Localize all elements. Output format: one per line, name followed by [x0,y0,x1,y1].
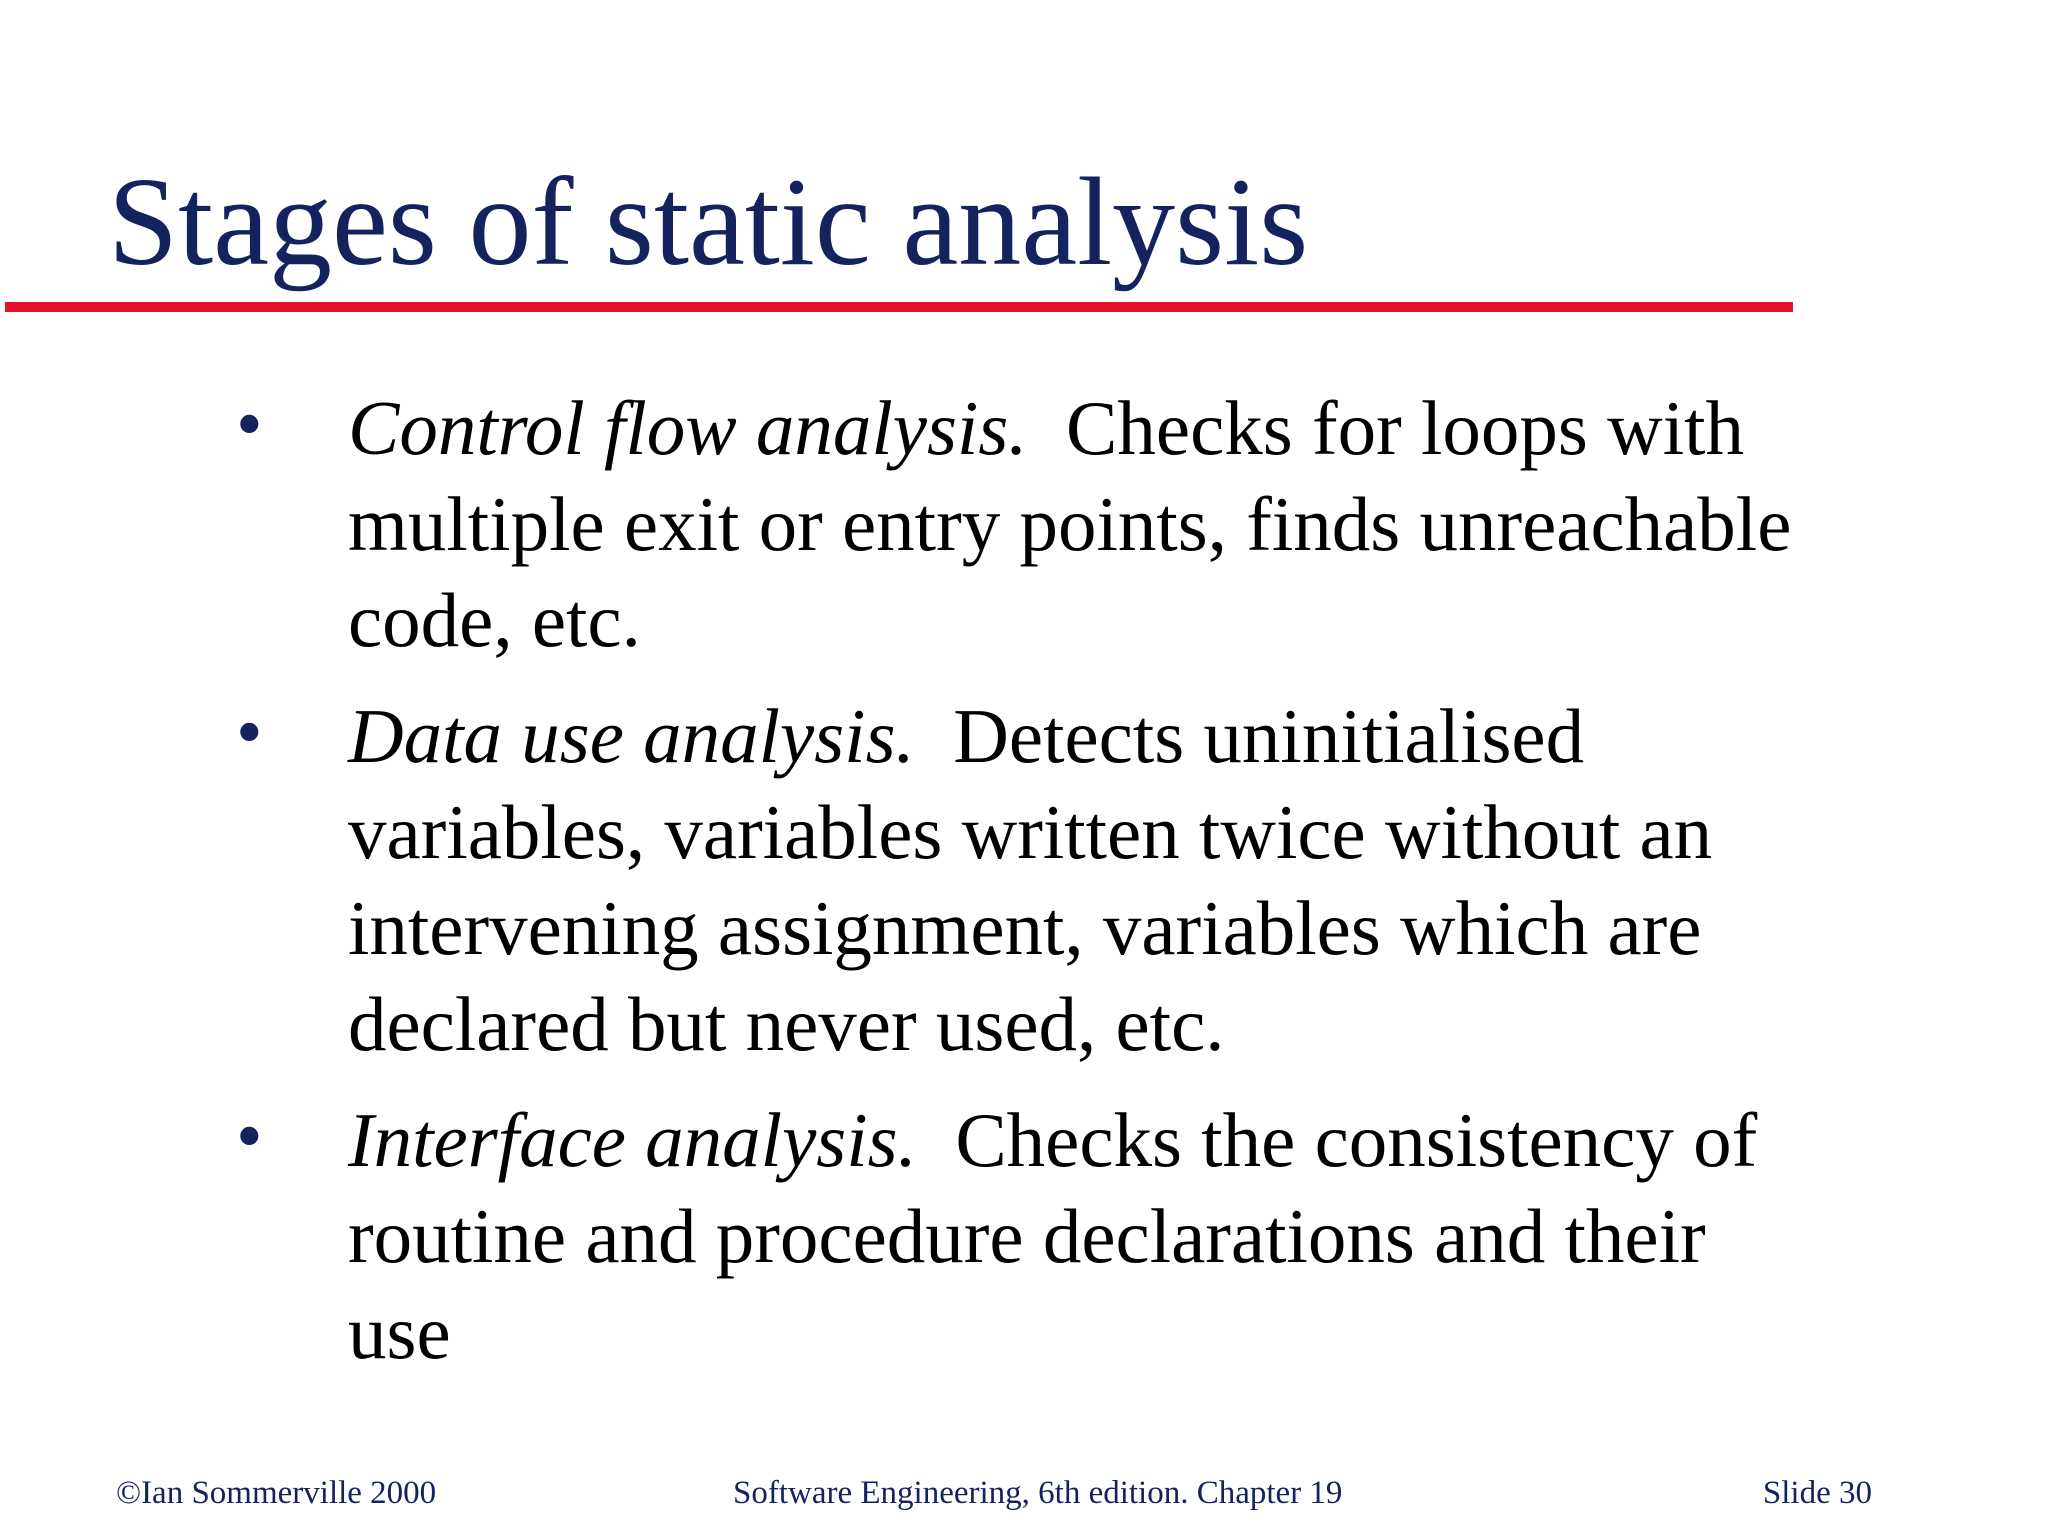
bullet-term: Interface analysis. [348,1097,917,1183]
bullet-term: Control flow analysis. [348,385,1028,471]
bullet-icon: • [236,1094,263,1178]
bullet-description: Checks for loops with multiple exit or entry points, finds unreachable code, etc. [348,385,1792,663]
footer-book-title: Software Engineering, 6th edition. Chapter 19 [733,1475,1343,1511]
bullet-description: Checks the consistency of routine and procedure declarations and their use [348,1097,1758,1375]
bullet-text [348,1092,1808,1380]
footer-copyright: ©Ian Sommerville 2000 [116,1475,437,1511]
bullet-term: Data use analysis. [348,693,915,779]
bullet-description: Detects uninitialised variables, variables written twice without an intervening assignment, variables which are declared but never used, etc. [348,693,1713,1067]
slide-title: Stages of static analysis [108,153,1309,292]
bullet-text [348,688,1808,1072]
bullet-text [348,380,1808,668]
bullet-icon: • [236,382,263,466]
bullet-icon: • [236,690,263,774]
footer-slide-number: Slide 30 [1762,1475,1872,1511]
